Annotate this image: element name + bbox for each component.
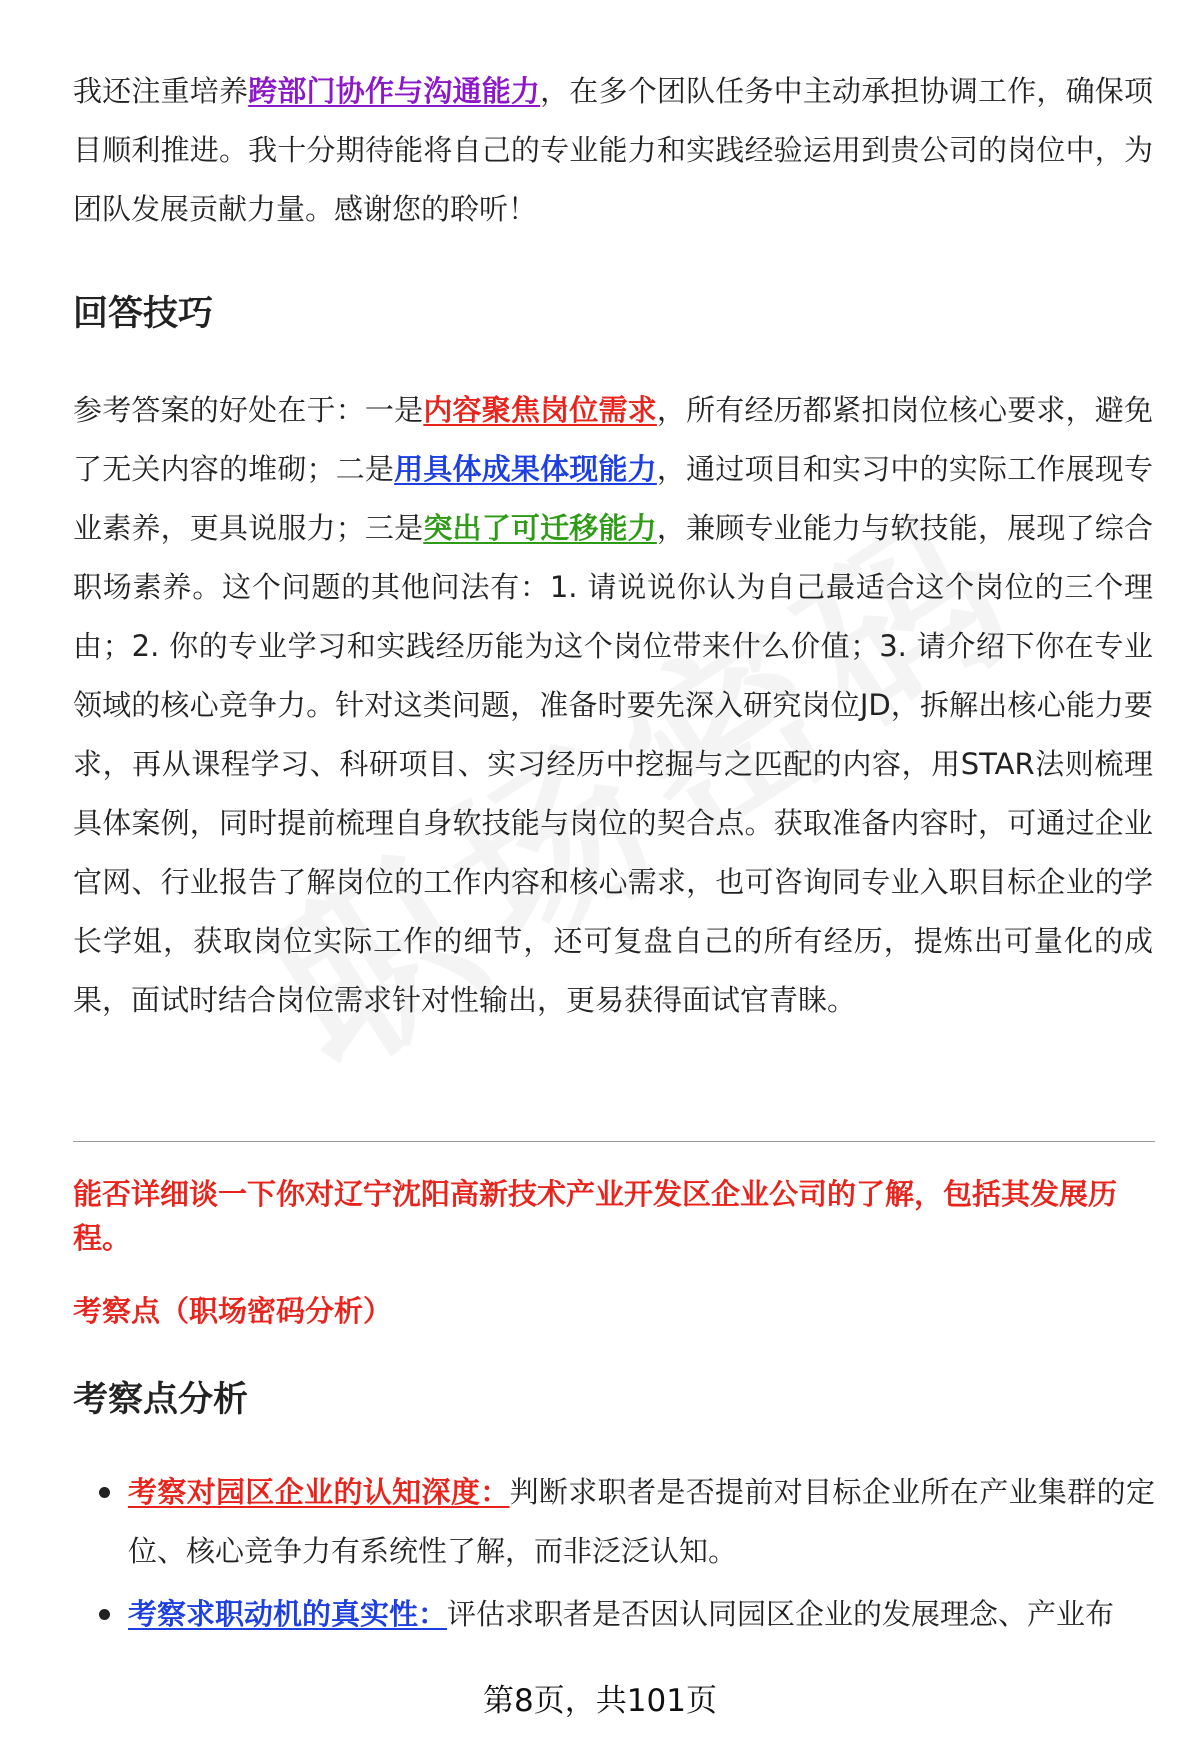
- highlight-focus-job: 内容聚焦岗位需求: [423, 393, 657, 427]
- answer-tips-paragraph: [73, 381, 1153, 1030]
- bullet-icon: [99, 1609, 110, 1620]
- highlight-concrete-results: 用具体成果体现能力: [394, 452, 657, 486]
- examination-point-label: 考察点（职场密码分析）: [73, 1294, 393, 1328]
- tips-text-4: ，兼顾专业能力与软技能，展现了综合职场素养。这个问题的其他问法有：1. 请说说你认为自己最适合这个岗位的三个理由；2. 你的专业学习和实践经历能为这个岗位带来什么价值；3. 请介绍下你在专业领域的核心竞争力。针对这类问题，准备时要先深入研究岗位JD，拆解出核心能力要求，再从课程学习、科研项目、实习经历中挖掘与之匹配的内容，用STAR法则梳理具体案例，同时提前梳理自身软技能与岗位的契合点。获取准备内容时，可通过企业官网、行业报告了解岗位的工作内容和核心需求，也可咨询同专业入职目标企业的学长学姐，获取岗位实际工作的细节，还可复盘自己的所有经历，提炼出可量化的成果，面试时结合岗位需求针对性输出，更易获得面试官青睐。: [73, 511, 1153, 1017]
- answer-tips-heading: 回答技巧: [73, 294, 214, 334]
- highlight-transferable: 突出了可迁移能力: [423, 511, 657, 545]
- bullet-label: 考察求职动机的真实性：: [128, 1597, 448, 1631]
- tips-text-3: ，通过项目和实习中的实际工作展现专业素养，更具说服力；三是: [73, 452, 1153, 545]
- interview-question: 能否详细谈一下你对辽宁沈阳高新技术产业开发区企业公司的了解，包括其发展历程。: [73, 1177, 1118, 1255]
- bullet-text: 评估求职者是否因认同园区企业的发展理念、产业布: [447, 1597, 1115, 1631]
- analysis-list: [73, 1463, 1155, 1648]
- tips-text-2: ，所有经历都紧扣岗位核心要求，避免了无关内容的堆砌；二是: [73, 393, 1153, 486]
- intro-paragraph: [73, 62, 1153, 239]
- section-divider: [73, 1141, 1155, 1142]
- bullet-text: 判断求职者是否提前对目标企业所在产业集群的定位、核心竞争力有系统性了解，而非泛泛认知。: [128, 1475, 1155, 1568]
- tips-text-1: 参考答案的好处在于：一是: [73, 393, 424, 427]
- analysis-heading: 考察点分析: [73, 1380, 249, 1420]
- page-number: 第8页，共101页: [483, 1683, 717, 1719]
- bullet-label: 考察对园区企业的认知深度：: [128, 1475, 510, 1509]
- list-item: [73, 1585, 1155, 1644]
- highlight-cross-department: 跨部门协作与沟通能力: [248, 74, 541, 108]
- bullet-icon: [99, 1487, 110, 1498]
- list-item: [73, 1463, 1155, 1581]
- intro-text-before: 我还注重培养: [73, 74, 249, 108]
- intro-text-after: ，在多个团队任务中主动承担协调工作，确保项目顺利推进。我十分期待能将自己的专业能力和实践经验运用到贵公司的岗位中，为团队发展贡献力量。感谢您的聆听！: [73, 74, 1153, 226]
